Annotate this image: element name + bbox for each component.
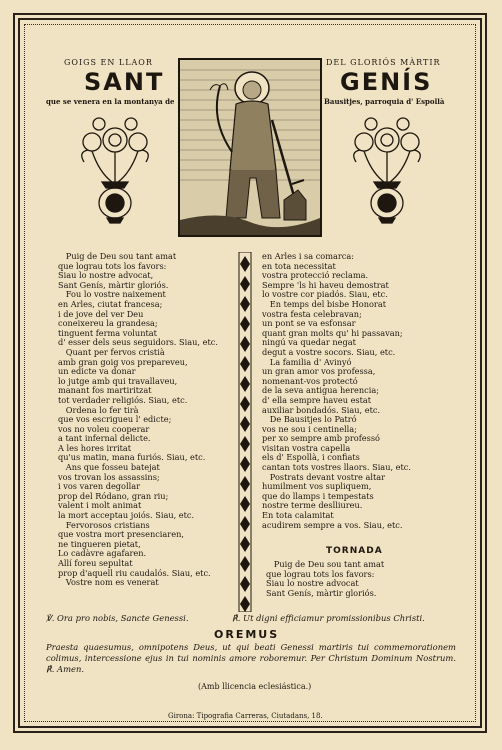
verse-line: de la seva antigua herencia;	[262, 385, 380, 396]
verse-line: Fou lo vostre naixement	[58, 289, 166, 300]
verse-line: Vostre nom es venerat	[58, 577, 159, 588]
verse-line: Sant Genís, màrtir gloriós.	[266, 587, 377, 598]
verse-line: en Arles, ciutat francesa;	[58, 298, 163, 309]
verse-line: un pont se va esfonsar	[262, 318, 356, 329]
verse-line: cantan tots vostres llaors. Siau, etc.	[262, 462, 411, 473]
verse-line: en Arles i sa comarca:	[262, 251, 355, 261]
saint-woodcut-image	[178, 58, 322, 237]
verse-line: auxiliar bondadós. Siau, etc.	[262, 404, 381, 415]
verse-line: coneixereu la grandesa;	[58, 318, 158, 329]
verse-line: Quant per fervos cristià	[58, 346, 165, 357]
verse-line: Siau lo nostre advocat	[266, 578, 359, 589]
verse-line: que do llamps i tempestats	[262, 490, 374, 501]
verse-line: De Bausitjes lo Patró	[262, 414, 357, 425]
verse-line: lo vostre cor piadós. Siau, etc.	[262, 289, 388, 300]
verse-line: En temps del bisbe Honorat	[262, 298, 387, 309]
left-flower-vase-icon	[74, 112, 156, 224]
verse-line: la mort acceptau joiós. Siau, etc.	[58, 510, 195, 521]
printer-imprint: Girona: Tipografia Carreras, Ciutadans, 18.	[168, 712, 323, 720]
verse-line: lo jutge amb qui travallaveu,	[58, 375, 178, 386]
oremus-title: OREMUS	[214, 628, 280, 641]
verse-line: ne tingueren pietat,	[58, 538, 141, 549]
verse-line: d' ella sempre haveu estat	[262, 394, 372, 405]
versicle: ℣. Ora pro nobis, Sancte Genessi.	[46, 613, 189, 623]
right-flower-vase-icon	[346, 112, 428, 224]
verse-line: visitan vostra capella	[262, 442, 351, 453]
verse-line: vostra festa celebravan;	[262, 308, 362, 319]
verse-line: vos ne sou i centinella;	[262, 423, 357, 434]
verse-line: prop del Ródano, gran riu;	[58, 490, 169, 501]
verse-line: Ordena lo fer tirà	[58, 404, 139, 415]
subtitle-left: que se venera en la montanya de	[46, 97, 175, 106]
tornada-title: TORNADA	[326, 546, 383, 556]
verse-line: acudirem sempre a vos. Siau, etc.	[262, 519, 403, 530]
verse-line: A les hores irritat	[58, 442, 132, 453]
title-left: SANT	[84, 68, 165, 96]
verse-line: vos trovan los assassins;	[58, 471, 160, 482]
verse-line: amb gran goig vos prepareveu,	[58, 356, 188, 367]
verse-line: tinguent ferma voluntat	[58, 327, 157, 338]
verse-line: Ans que fosseu batejat	[58, 462, 160, 473]
verse-line: manant fos martiritzat	[58, 385, 152, 396]
verse-line: En tota calamitat	[262, 510, 334, 521]
verse-line: vostra protecció reclama.	[262, 270, 369, 281]
verse-line: que lograu tots los favors:	[266, 568, 375, 579]
verse-line: Puig de Deu sou tant amat	[266, 559, 385, 569]
verse-line: en tota necessitat	[262, 260, 336, 271]
verse-line: vos no voleu cooperar	[58, 423, 150, 434]
verse-line: que vos escrigueu l' edicte;	[58, 414, 172, 425]
verse-line: que lograu tots los favors:	[58, 260, 167, 271]
left-verse-column	[58, 252, 218, 588]
verse-line: per xo sempre amb professó	[262, 433, 380, 444]
verse-line: degut a vostre socors. Siau, etc.	[262, 346, 396, 357]
verse-line: els d' Espollà, i confiats	[262, 452, 360, 463]
verse-line: tot verdader religiós. Siau, etc.	[58, 394, 188, 405]
verse-line: Allí foreu sepultat	[58, 558, 133, 568]
center-ornament-band	[236, 252, 254, 612]
subtitle-right: Bausitjes, parroquia d' Espollà	[324, 97, 445, 106]
verse-line: prop d'aquell riu caudalós. Siau, etc.	[58, 567, 211, 578]
verse-line: quant gran molts qu' hi passavan;	[262, 327, 403, 338]
oremus-prayer: Praesta quaesumus, omnipotens Deus, ut qui beati Genessi martiris tui commemorationem colimus, intercessione ejus in tui nominis amore roboremur. Per Christum Dominum Nostrum. ℟. Amen.	[46, 642, 456, 674]
verse-line: Sant Genís, màrtir gloriós.	[58, 279, 169, 290]
header-right-small: DEL GLORIÓS MÀRTIR	[326, 58, 441, 67]
tornada-verses	[266, 560, 384, 598]
verse-line: valent i molt animat	[58, 500, 142, 511]
header-left-small: GOIGS EN LLAOR	[64, 58, 153, 67]
verse-line: nomenant-vos protectó	[262, 375, 358, 386]
verse-line: un gran amor vos professa,	[262, 366, 376, 377]
verse-line: humilment vos supliquem,	[262, 481, 372, 492]
verse-line: i de jove del ver Deu	[58, 308, 144, 319]
title-right: GENÍS	[340, 68, 433, 96]
verse-line: a tant infernal delicte.	[58, 433, 151, 444]
right-verse-column	[262, 252, 411, 530]
verse-line: Siau lo nostre advocat,	[58, 270, 154, 281]
verse-line: ningú va quedar negat	[262, 337, 356, 348]
verse-line: Postrats devant vostre altar	[262, 471, 386, 482]
verse-line: Lo cadàvre agafaren.	[58, 548, 147, 559]
verse-line: un edicte va donar	[58, 366, 136, 377]
verse-line: nostre terme deslliureu.	[262, 500, 363, 511]
verse-line: i vos varen degollar	[58, 481, 141, 492]
verse-line: Puig de Deu sou tant amat	[58, 251, 177, 261]
verse-line: que vostra mort presenciaren,	[58, 529, 184, 540]
verse-line: qu'us matin, mana furiós. Siau, etc.	[58, 452, 206, 463]
verse-line: d' esser dels seus seguidors. Siau, etc.	[58, 337, 218, 348]
ecclesiastical-licence: (Amb llicencia eclesiástica.)	[198, 682, 312, 691]
verse-line: La familia d' Avinyó	[262, 356, 352, 367]
verse-line: Sempre 'ls hi haveu demostrat	[262, 279, 389, 290]
verse-line: Fervorosos cristians	[58, 519, 150, 530]
response: ℟. Ut digni efficiamur promissionibus Christi.	[232, 613, 425, 623]
